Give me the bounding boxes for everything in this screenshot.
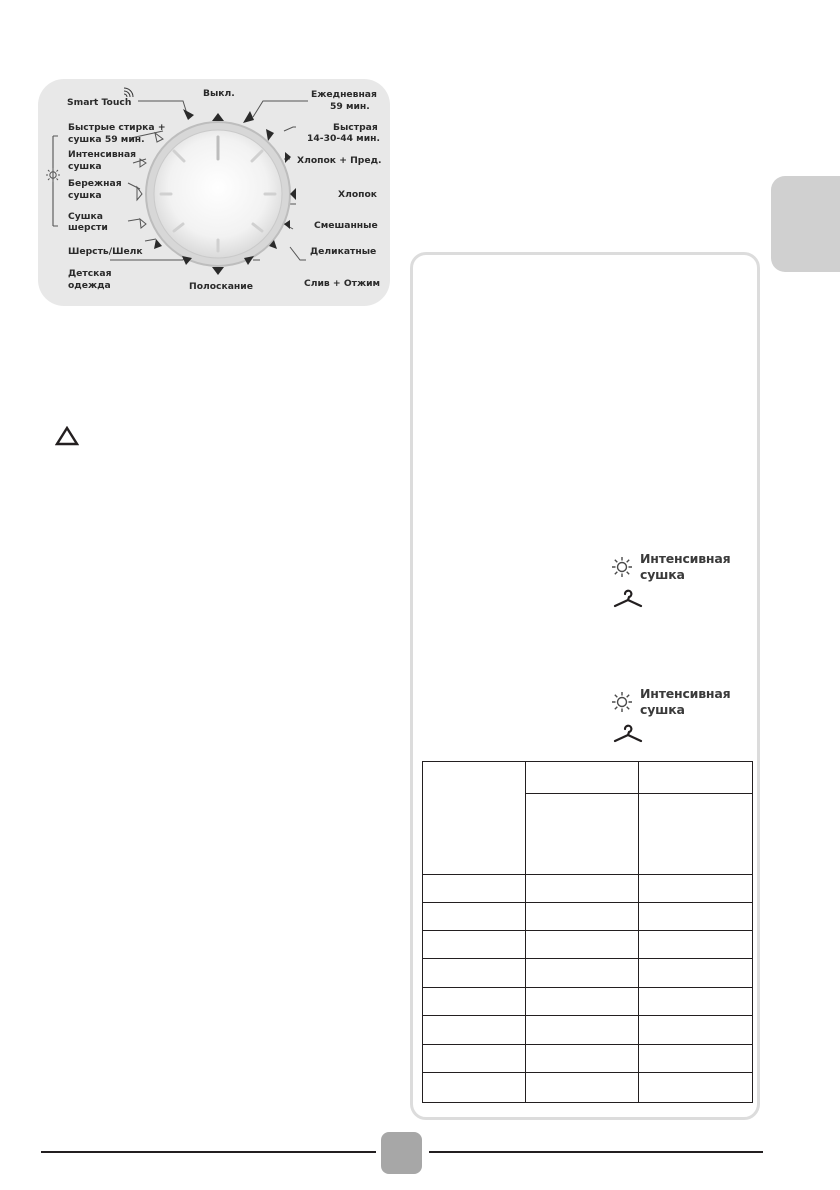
label-drain-spin: Слив + Отжим: [304, 278, 381, 289]
table-cell: [638, 903, 752, 931]
label-baby-1: Детская: [68, 268, 112, 279]
table-cell: [638, 875, 752, 903]
table-cell: [423, 903, 526, 931]
section-tab-marker: [771, 176, 840, 272]
wifi-icon: [124, 88, 133, 97]
table-cell: [526, 762, 638, 794]
table-cell: [526, 794, 638, 875]
program-dial-panel: [38, 79, 390, 306]
table-cell: [526, 931, 638, 959]
label-intense-dry-2: сушка: [68, 161, 102, 172]
table-row: [423, 1045, 753, 1073]
hanger-icon: [613, 723, 643, 743]
table-row: [423, 931, 753, 959]
label-baby-2: одежда: [68, 280, 111, 291]
program-name-line2: сушка: [640, 567, 685, 582]
label-gentle-dry-1: Бережная: [68, 178, 122, 189]
label-quick-dry-1: Быстрые стирка +: [68, 122, 166, 133]
label-daily-1: Ежедневная: [311, 89, 377, 100]
table-row: [423, 988, 753, 1016]
label-wool-silk: Шерсть/Шелк: [68, 246, 143, 257]
table-cell: [423, 988, 526, 1016]
table-row: [423, 875, 753, 903]
program-name-line2: сушка: [640, 702, 685, 717]
label-fast-1: Быстрая: [333, 122, 378, 133]
label-delicate: Деликатные: [310, 246, 377, 257]
table-cell: [526, 903, 638, 931]
label-cotton-pre: Хлопок + Пред.: [297, 155, 382, 166]
label-gentle-dry-2: сушка: [68, 190, 102, 201]
label-fast-2: 14-30-44 мин.: [307, 133, 380, 144]
program-dial-graphic: [38, 79, 390, 306]
warning-triangle-icon: [55, 426, 79, 446]
table-cell: [423, 959, 526, 988]
table-cell: [423, 762, 526, 875]
table-row: [423, 959, 753, 988]
table-cell: [638, 794, 752, 875]
table-cell: [423, 931, 526, 959]
footer-rule-right: [429, 1151, 763, 1153]
table-cell: [638, 1073, 752, 1103]
label-daily-2: 59 мин.: [330, 101, 370, 112]
label-off: Выкл.: [203, 88, 235, 99]
program-label-intense-dry-1: [611, 551, 761, 611]
table-cell: [638, 931, 752, 959]
table-row: [423, 1016, 753, 1045]
table-cell: [423, 1016, 526, 1045]
table-cell: [638, 988, 752, 1016]
table-cell: [526, 959, 638, 988]
program-name-line1: Интенсивная: [640, 551, 731, 566]
label-cotton: Хлопок: [338, 189, 378, 200]
label-rinse: Полоскание: [189, 281, 253, 292]
table-row: [423, 1073, 753, 1103]
table-cell: [423, 1073, 526, 1103]
program-label-intense-dry-2: [611, 686, 761, 746]
label-dry-wool-2: шерсти: [68, 222, 108, 233]
label-mixed: Смешанные: [314, 220, 378, 231]
table-cell: [526, 1045, 638, 1073]
sun-icon: [611, 556, 633, 578]
footer-rule-left: [41, 1151, 376, 1153]
page-number-badge: [381, 1132, 422, 1174]
table-cell: [526, 988, 638, 1016]
table-cell: [526, 875, 638, 903]
label-dry-wool-1: Сушка: [68, 211, 103, 222]
label-smart-touch: Smart Touch: [67, 97, 132, 108]
table-cell: [638, 762, 752, 794]
table-cell: [423, 875, 526, 903]
label-intense-dry-1: Интенсивная: [68, 149, 137, 160]
table-cell: [526, 1073, 638, 1103]
table-row: [423, 762, 753, 794]
table-row: [423, 903, 753, 931]
sun-icon: [611, 691, 633, 713]
table-cell: [526, 1016, 638, 1045]
label-quick-dry-2: сушка 59 мин.: [68, 134, 145, 145]
table-cell: [638, 1045, 752, 1073]
table-cell: [638, 1016, 752, 1045]
table-cell: [638, 959, 752, 988]
hanger-icon: [613, 588, 643, 608]
drying-table: [422, 761, 753, 1103]
program-name-line1: Интенсивная: [640, 686, 731, 701]
table-cell: [423, 1045, 526, 1073]
